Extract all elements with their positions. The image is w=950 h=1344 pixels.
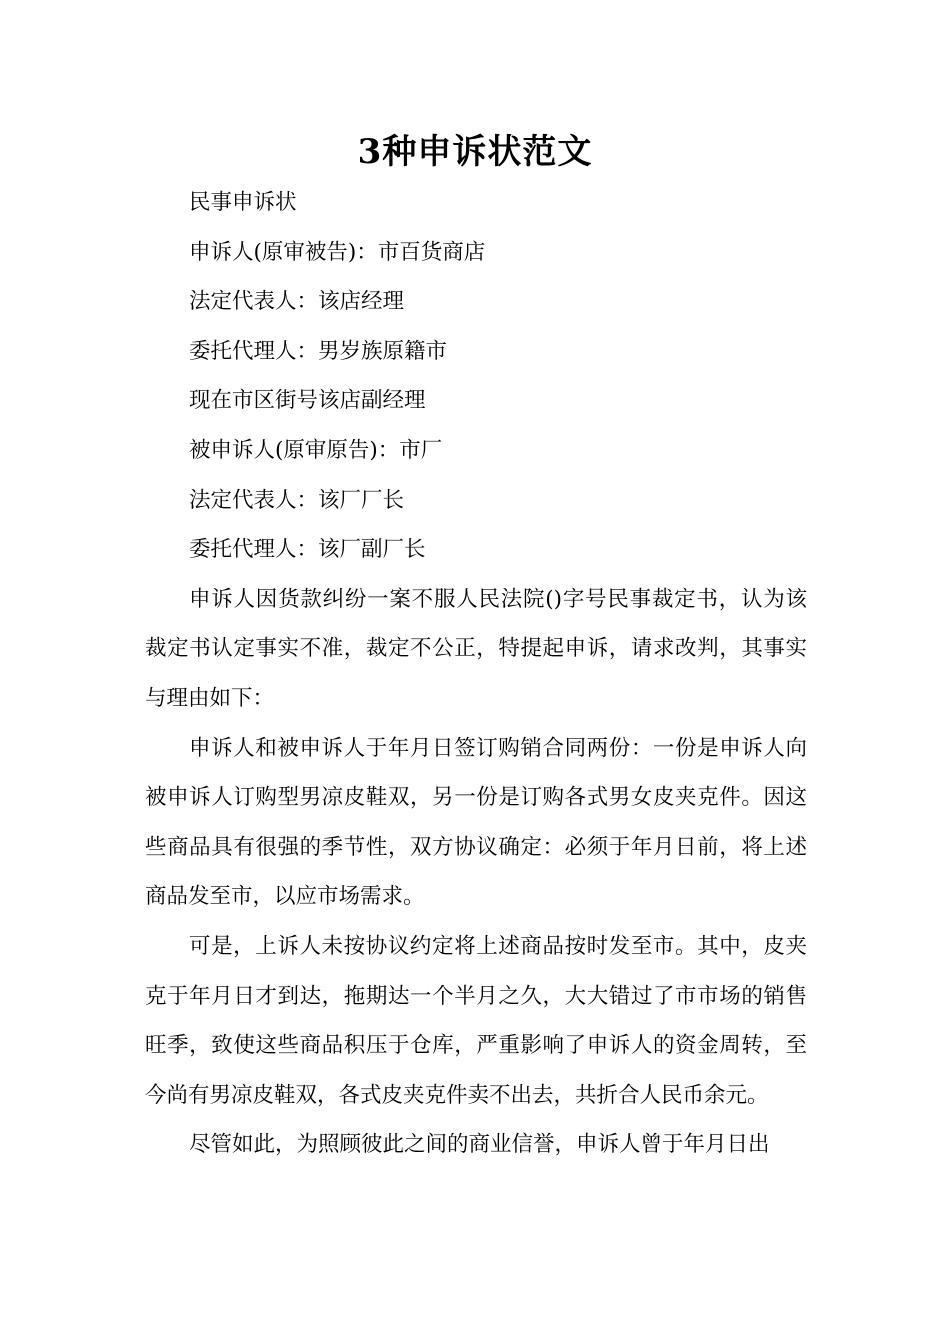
respondent-line: 被申诉人(原审原告)：市厂 <box>189 437 443 463</box>
body-paragraph: 可是，上诉人未按协议约定将上述商品按时发至市。其中，皮夹克于年月日才到达，拖期达一个半月之久，大大错过了市市场的销售旺季，致使这些商品积压于仓库，严重影响了申诉人的资金周转，至今尚有男凉皮鞋双，各式皮夹克件卖不出去，共折合人民币余元。 <box>145 933 807 1108</box>
body-paragraph: 尽管如此，为照顾彼此之间的商业信誉，申诉人曾于年月日出 <box>189 1132 770 1158</box>
document-title: 3种申诉状范文 <box>357 132 593 172</box>
appellant-line: 申诉人(原审被告)：市百货商店 <box>189 239 486 265</box>
document-body <box>145 178 807 1170</box>
appellant-agent-address-line: 现在市区街号该店副经理 <box>189 388 426 414</box>
heading-line: 民事申诉状 <box>189 190 297 215</box>
body-paragraph: 申诉人因货款纠纷一案不服人民法院()字号民事裁定书，认为该裁定书认定事实不准，裁定不公正，特提起申诉，请求改判，其事实与理由如下： <box>145 586 807 711</box>
body-paragraph: 申诉人和被申诉人于年月日签订购销合同两份：一份是申诉人向被申诉人订购型男凉皮鞋双，另一份是订购各式男女皮夹克件。因这些商品具有很强的季节性，双方协议确定：必须于年月日前，将上述商品发至市，以应市场需求。 <box>145 735 807 910</box>
respondent-agent-line: 委托代理人：该厂副厂长 <box>189 537 426 563</box>
appellant-representative-line: 法定代表人：该店经理 <box>189 289 405 315</box>
respondent-representative-line: 法定代表人：该厂厂长 <box>189 487 405 513</box>
appellant-agent-line: 委托代理人：男岁族原籍市 <box>189 338 448 364</box>
